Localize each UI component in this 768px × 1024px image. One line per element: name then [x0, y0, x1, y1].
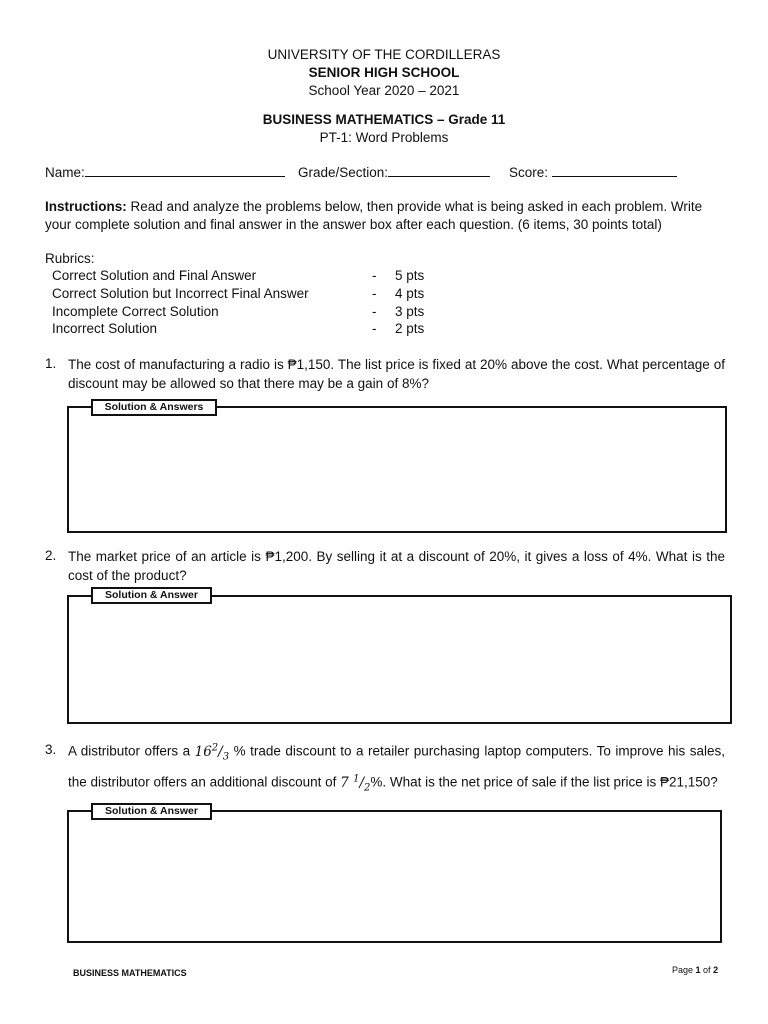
answer-box-label: Solution & Answer: [91, 803, 212, 820]
answer-box[interactable]: [67, 595, 732, 724]
page-subtitle: PT-1: Word Problems: [319, 130, 449, 145]
grade-section-label: Grade/Section:: [298, 165, 389, 180]
name-label: Name:: [45, 165, 85, 180]
instructions-text: Read and analyze the problems below, then provide what is being asked in each problem. Write your complete solution and final answer in the answer box after each question. (6 items, 30 points total): [45, 199, 703, 232]
instructions: [45, 198, 725, 233]
rubric-points: 4 pts: [395, 286, 425, 301]
grade-section-blank: [388, 164, 490, 177]
rubric-dash: -: [372, 268, 377, 283]
footer-title: BUSINESS MATHEMATICS: [73, 968, 187, 978]
question-number: 1.: [45, 356, 57, 371]
rubric-dash: -: [372, 304, 377, 319]
answer-box[interactable]: [67, 810, 722, 943]
university-name: UNIVERSITY OF THE CORDILLERAS: [267, 47, 501, 62]
question-text: [68, 737, 725, 799]
score-label: Score:: [509, 165, 549, 180]
page-total: 2: [713, 965, 719, 975]
question-text-part: %. What is the net price of sale if the list price is ₱21,150?: [370, 774, 718, 790]
rubric-label: Incorrect Solution: [52, 321, 158, 336]
rubric-label: Correct Solution and Final Answer: [52, 268, 257, 283]
page-number: [672, 965, 718, 975]
school-name: SENIOR HIGH SCHOOL: [308, 65, 460, 80]
fraction-numerator: 1: [353, 773, 360, 785]
name-field: [45, 164, 285, 180]
question-text-part: % trade discount to a retailer purchasing laptop computers. To improve his sales, the distributor offers an additional discount of: [68, 743, 725, 790]
instructions-label: Instructions:: [45, 199, 127, 214]
fraction-denominator: 2: [364, 782, 371, 794]
fraction-numerator: 2: [211, 742, 219, 753]
grade-section-field: [298, 164, 490, 180]
school-year: School Year 2020 – 2021: [308, 83, 460, 98]
question-text: The cost of manufacturing a radio is ₱1,150. The list price is fixed at 20% above the cost. What percentage of discount may be allowed so that there may be a gain of 8%?: [68, 357, 725, 391]
fraction-whole: 7: [340, 774, 349, 791]
fraction-denominator: 3: [222, 751, 230, 763]
name-blank: [85, 164, 285, 177]
question-number: 2.: [45, 548, 57, 563]
rubrics-title: Rubrics:: [45, 251, 95, 266]
rubric-label: Correct Solution but Incorrect Final Answer: [52, 286, 309, 301]
rubric-points: 5 pts: [395, 268, 425, 283]
score-field: [509, 164, 677, 180]
fraction-whole: 16: [194, 743, 212, 760]
rubric-dash: -: [372, 321, 377, 336]
course-title: BUSINESS MATHEMATICS – Grade 11: [262, 112, 506, 127]
page-prefix: Page: [672, 965, 696, 975]
answer-box-label: Solution & Answer: [91, 587, 212, 604]
page-of: of: [700, 965, 714, 975]
rubric-label: Incomplete Correct Solution: [52, 304, 219, 319]
mixed-fraction: 7 $^1/_2$: [340, 773, 371, 794]
question-text-part: A distributor offers a: [68, 743, 195, 759]
answer-box-label: Solution & Answers: [91, 399, 217, 416]
question-text: The market price of an article is ₱1,200. By selling it at a discount of 20%, it gives a loss of 4%. What is the cost of the product?: [68, 549, 725, 583]
page-current: 1: [695, 965, 701, 975]
mixed-fraction: $16^2/_3$: [194, 742, 230, 763]
rubric-dash: -: [372, 286, 377, 301]
rubric-points: 2 pts: [395, 321, 425, 336]
rubric-points: 3 pts: [395, 304, 425, 319]
answer-box[interactable]: [67, 406, 727, 533]
question-number: 3.: [45, 742, 57, 757]
score-blank: [552, 164, 677, 177]
